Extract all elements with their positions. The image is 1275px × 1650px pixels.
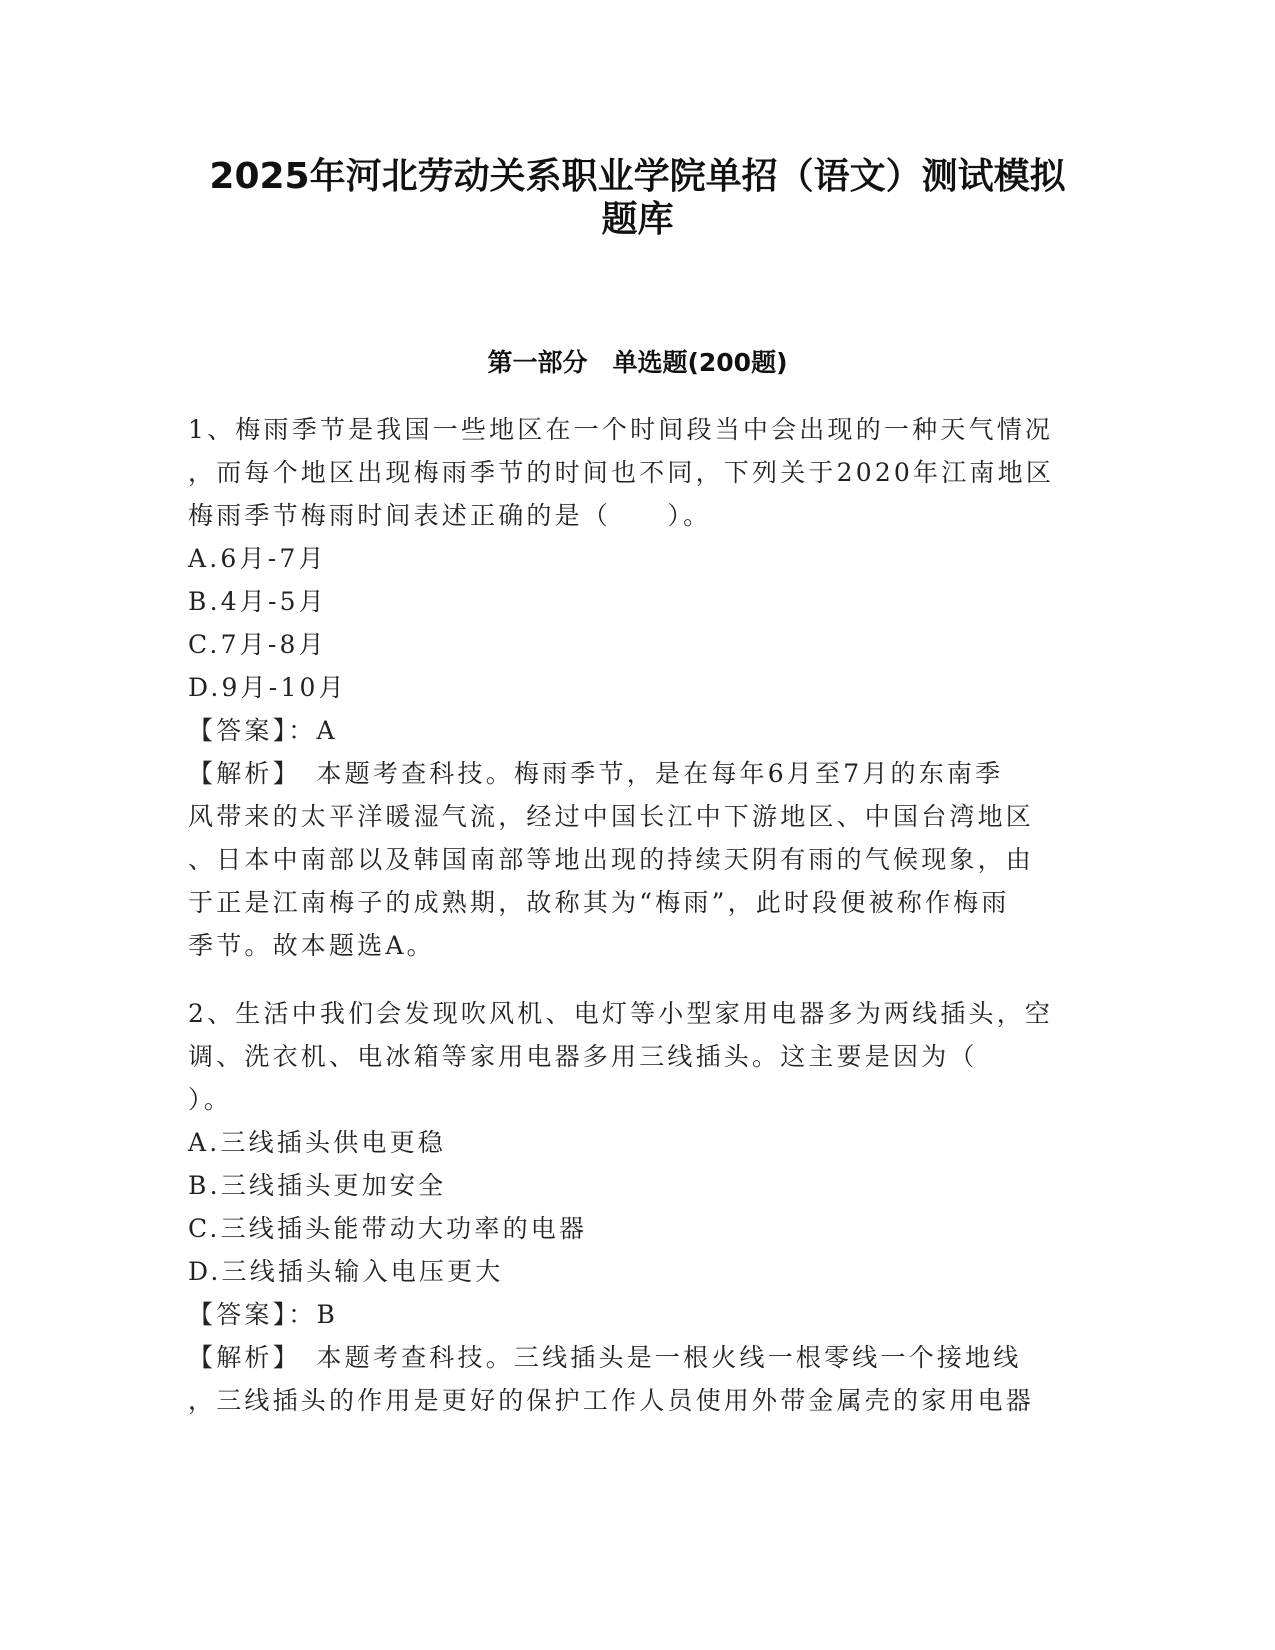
question-stem-line: 调、洗衣机、电冰箱等家用电器多用三线插头。这主要是因为（ [188,1042,978,1071]
question-stem-line: ，而每个地区出现梅雨季节的时间也不同，下列关于2020年江南地区 [188,458,1055,487]
option-b: B.4月-5月 [188,587,327,616]
option-a: A.6月-7月 [188,544,327,573]
question-stem-line: ）。 [188,1085,232,1114]
answer: 【答案】：A [188,716,338,745]
question-stem-line: 梅雨季节梅雨时间表述正确的是（ ）。 [188,501,712,530]
document-title [150,148,1125,240]
option-d: D.9月-10月 [188,673,347,702]
question-1 [188,408,1088,967]
option-c: C.三线插头能带动大功率的电器 [188,1214,588,1243]
option-b: B.三线插头更加安全 [188,1171,447,1200]
analysis-line: ，三线插头的作用是更好的保护工作人员使用外带金属壳的家用电器 [188,1386,1035,1415]
analysis-line: 风带来的太平洋暖湿气流，经过中国长江中下游地区、中国台湾地区 [188,802,1035,831]
analysis-line: 于正是江南梅子的成熟期，故称其为“梅雨”，此时段便被称作梅雨 [188,888,1010,917]
question-stem-line: 1、梅雨季节是我国一些地区在一个时间段当中会出现的一种天气情况 [188,415,1054,444]
analysis-line: 季节。故本题选A。 [188,931,435,960]
answer: 【答案】：B [188,1300,339,1329]
option-d: D.三线插头输入电压更大 [188,1257,504,1286]
option-c: C.7月-8月 [188,630,327,659]
section-heading: 第一部分 单选题(200题) [487,348,788,377]
analysis-line: 【解析】 本题考查科技。梅雨季节，是在每年6月至7月的东南季 [188,759,1004,788]
title-line-1: 2025年河北劳动关系职业学院单招（语文）测试模拟 [209,156,1066,197]
question-2 [188,992,1088,1422]
option-a: A.三线插头供电更稳 [188,1128,447,1157]
analysis-line: 、日本中南部以及韩国南部等地出现的持续天阴有雨的气候现象，由 [188,845,1035,874]
analysis-line: 【解析】 本题考查科技。三线插头是一根火线一根零线一个接地线 [188,1343,1022,1372]
question-stem-line: 2、生活中我们会发现吹风机、电灯等小型家用电器多为两线插头，空 [188,999,1054,1028]
title-line-2: 题库 [601,199,674,240]
